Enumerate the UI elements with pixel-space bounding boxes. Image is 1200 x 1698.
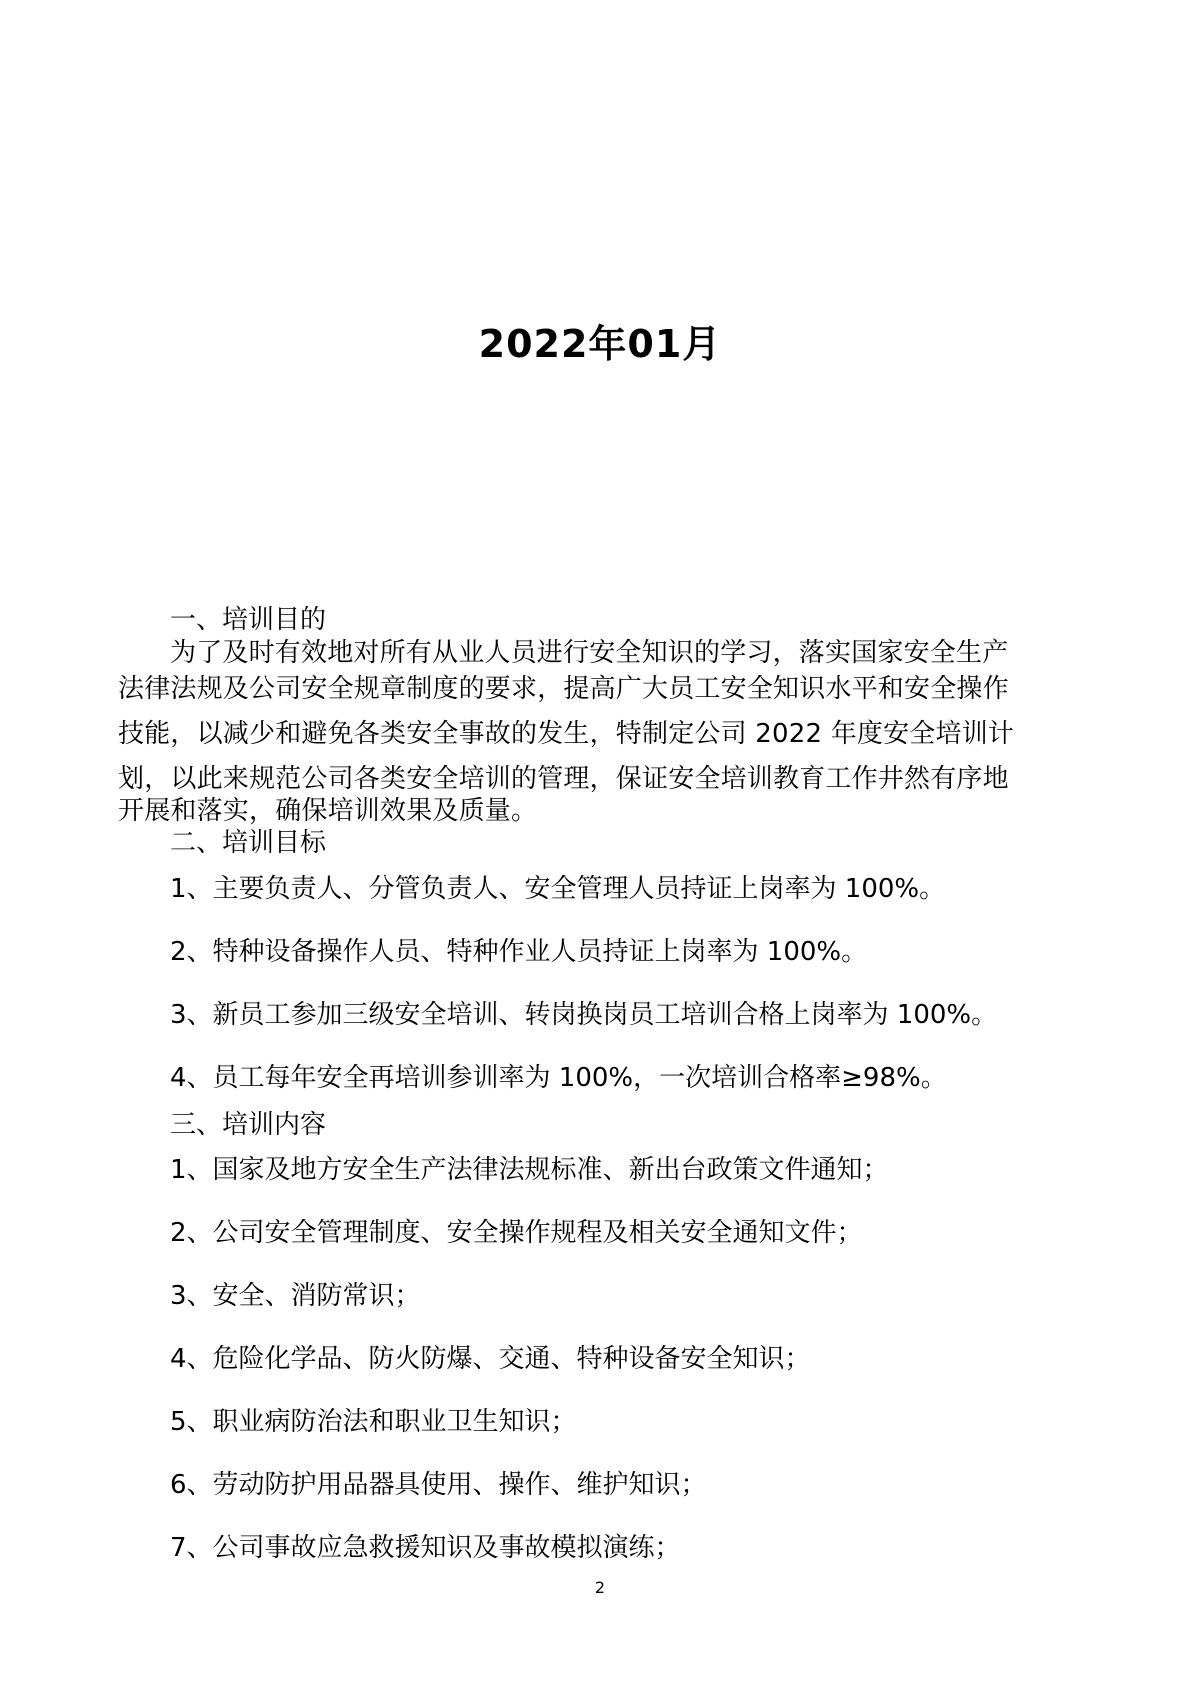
content-item: 3、安全、消防常识； [170,1281,421,1311]
content-item: 5、职业病防治法和职业卫生知识； [170,1407,577,1437]
document-date-title: 2022年01月 [478,322,722,366]
content-item: 4、危险化学品、防火防爆、交通、特种设备安全知识； [170,1344,811,1374]
content-item: 7、公司事故应急救援知识及事故模拟演练； [170,1533,681,1563]
page-number: 2 [594,1578,606,1597]
paragraph-line: 技能，以减少和避免各类安全事故的发生，特制定公司 2022 年度安全培训计 [118,719,1015,749]
paragraph-line: 开展和落实，确保培训效果及质量。 [118,796,538,826]
section-heading-goals: 二、培训目标 [170,828,327,858]
goal-item: 3、新员工参加三级安全培训、转岗换岗员工培训合格上岗率为 100%。 [170,1000,998,1030]
goal-item: 4、员工每年安全再培训参训率为 100%，一次培训合格率≥98%。 [170,1063,947,1093]
paragraph-line: 划，以此来规范公司各类安全培训的管理，保证安全培训教育工作井然有序地 [118,764,1009,794]
goal-item: 2、特种设备操作人员、特种作业人员持证上岗率为 100%。 [170,937,868,967]
goal-item: 1、主要负责人、分管负责人、安全管理人员持证上岗率为 100%。 [170,874,946,904]
section-heading-content: 三、培训内容 [170,1110,327,1140]
content-item: 2、公司安全管理制度、安全操作规程及相关安全通知文件； [170,1218,863,1248]
content-item: 1、国家及地方安全生产法律法规标准、新出台政策文件通知； [170,1155,889,1185]
content-item: 6、劳动防护用品器具使用、操作、维护知识； [170,1470,707,1500]
section-heading-purpose: 一、培训目的 [170,605,327,635]
paragraph-line: 法律法规及公司安全规章制度的要求，提高广大员工安全知识水平和安全操作 [118,674,1009,704]
paragraph-line: 为了及时有效地对所有从业人员进行安全知识的学习，落实国家安全生产 [170,638,1009,668]
